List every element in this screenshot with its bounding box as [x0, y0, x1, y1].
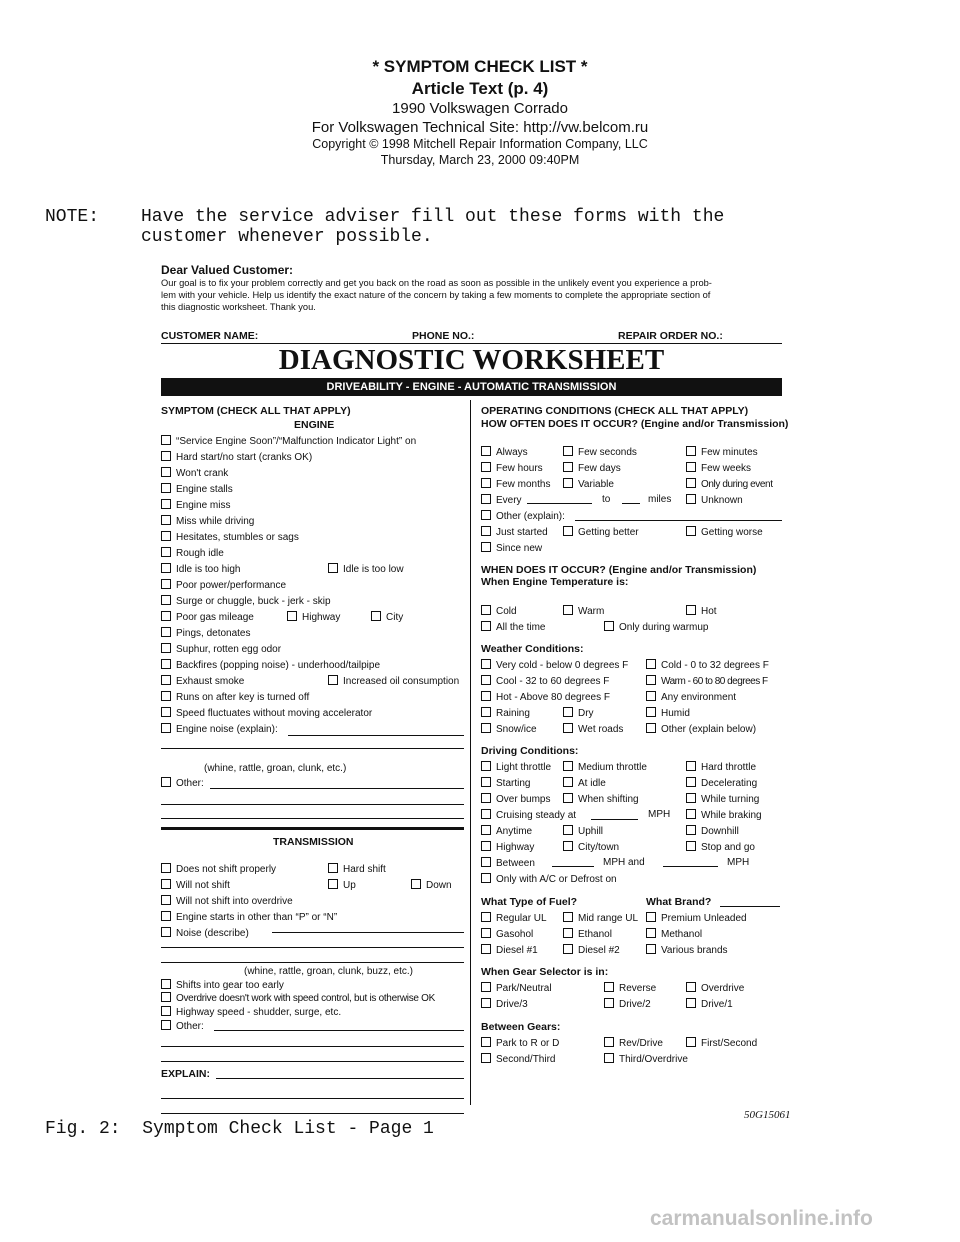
- checkbox-downhill[interactable]: Downhill: [686, 825, 739, 838]
- worksheet-banner: DRIVEABILITY - ENGINE - AUTOMATIC TRANSMISSION: [161, 378, 782, 396]
- checkbox-over-bumps[interactable]: Over bumps: [481, 793, 550, 806]
- between-mph-and-label: MPH and: [603, 857, 645, 868]
- checkbox-driving-highway[interactable]: Highway: [481, 841, 534, 854]
- checkbox-sulphur-odor[interactable]: Suphur, rotten egg odor: [161, 643, 281, 656]
- watermark: carmanualsonline.info: [650, 1207, 873, 1230]
- checkbox-trans-noise[interactable]: Noise (describe): [161, 927, 249, 940]
- checkbox-shift-up[interactable]: Up: [328, 879, 356, 892]
- checkbox-city-town[interactable]: City/town: [563, 841, 619, 854]
- checkbox-when-shifting[interactable]: When shifting: [563, 793, 639, 806]
- weather-heading: Weather Conditions:: [481, 643, 584, 655]
- operating-conditions-heading: OPERATING CONDITIONS (CHECK ALL THAT APPLY): [481, 405, 749, 417]
- checkbox-dry[interactable]: Dry: [563, 707, 594, 720]
- explain-line-2[interactable]: [161, 1098, 464, 1099]
- checkbox-no-overdrive[interactable]: Will not shift into overdrive: [161, 895, 293, 908]
- engine-noise-line[interactable]: [288, 735, 464, 736]
- checkbox-hot-above-80[interactable]: Hot - Above 80 degrees F: [481, 691, 610, 704]
- every-miles-label: miles: [648, 494, 672, 505]
- section-divider: [161, 827, 464, 830]
- transmission-heading: TRANSMISSION: [273, 836, 354, 848]
- every-to-label: to: [602, 494, 611, 505]
- checkbox-third-overdrive[interactable]: Third/Overdrive: [604, 1053, 688, 1066]
- checkbox-poor-gas-mileage[interactable]: Poor gas mileage: [161, 611, 254, 624]
- trans-noise-line-3[interactable]: [161, 962, 464, 963]
- checkbox-other-explain[interactable]: Other (explain):: [481, 510, 565, 523]
- checkbox-idle-too-high[interactable]: Idle is too high: [161, 563, 241, 576]
- gear-selector-heading: When Gear Selector is in:: [481, 966, 609, 978]
- checkbox-snow-ice[interactable]: Snow/ice: [481, 723, 537, 736]
- checkbox-rough-idle[interactable]: Rough idle: [161, 547, 224, 560]
- when-occur-heading: WHEN DOES IT OCCUR? (Engine and/or Transmission): [481, 564, 757, 576]
- checkbox-hard-shift[interactable]: Hard shift: [328, 863, 386, 876]
- checkbox-only-during-warmup[interactable]: Only during warmup: [604, 621, 708, 634]
- checkbox-hesitates[interactable]: Hesitates, stumbles or sags: [161, 531, 299, 544]
- fuel-type-heading: What Type of Fuel?: [481, 896, 578, 908]
- checkbox-drive-1[interactable]: Drive/1: [686, 998, 733, 1011]
- phone-no-label: PHONE NO.:: [412, 330, 475, 342]
- checkbox-gasohol[interactable]: Gasohol: [481, 928, 533, 941]
- symptom-heading: SYMPTOM (CHECK ALL THAT APPLY): [161, 405, 351, 417]
- engine-noise-hint: (whine, rattle, groan, clunk, etc.): [204, 763, 347, 774]
- checkbox-poor-power[interactable]: Poor power/performance: [161, 579, 286, 592]
- checkbox-engine-stalls[interactable]: Engine stalls: [161, 483, 233, 496]
- checkbox-backfires[interactable]: Backfires (popping noise) - underhood/tailpipe: [161, 659, 380, 672]
- checkbox-overdrive[interactable]: Overdrive: [686, 982, 744, 995]
- checkbox-shifts-too-early[interactable]: Shifts into gear too early: [161, 979, 284, 992]
- checkbox-does-not-shift[interactable]: Does not shift properly: [161, 863, 276, 876]
- intro-line-1: Our goal is to fix your problem correctly and get you back on the road as soon as possible in the unlikely event you experience a prob-: [161, 278, 712, 288]
- checkbox-few-minutes[interactable]: Few minutes: [686, 446, 758, 459]
- checkbox-shift-down[interactable]: Down: [411, 879, 452, 892]
- note-line-1: Have the service adviser fill out these forms with the: [141, 207, 725, 227]
- checkbox-drive-3[interactable]: Drive/3: [481, 998, 528, 1011]
- checkbox-ac-defrost[interactable]: Only with A/C or Defrost on: [481, 873, 617, 886]
- driving-heading: Driving Conditions:: [481, 745, 579, 757]
- site-line: For Volkswagen Technical Site: http://vw.belcom.ru: [311, 119, 649, 136]
- checkbox-regular-ul[interactable]: Regular UL: [481, 912, 547, 925]
- checkbox-temp-cold[interactable]: Cold: [481, 605, 517, 618]
- checkbox-warm-60-80[interactable]: Warm - 60 to 80 degrees F: [646, 675, 768, 688]
- checkbox-first-second[interactable]: First/Second: [686, 1037, 757, 1050]
- checkbox-temp-hot[interactable]: Hot: [686, 605, 717, 618]
- fuel-brand-heading: What Brand?: [646, 896, 712, 908]
- every-to-line[interactable]: [622, 503, 640, 504]
- checkbox-speed-fluctuates[interactable]: Speed fluctuates without moving accelerator: [161, 707, 372, 720]
- checkbox-idle-too-low[interactable]: Idle is too low: [328, 563, 404, 576]
- checkbox-hard-throttle[interactable]: Hard throttle: [686, 761, 756, 774]
- engine-other-line-3[interactable]: [161, 818, 464, 819]
- trans-other-line[interactable]: [214, 1030, 464, 1031]
- checkbox-weather-other[interactable]: Other (explain below): [646, 723, 756, 736]
- checkbox-temp-warm[interactable]: Warm: [563, 605, 604, 618]
- checkbox-at-idle[interactable]: At idle: [563, 777, 606, 790]
- checkbox-miss-while-driving[interactable]: Miss while driving: [161, 515, 254, 528]
- checkbox-while-turning[interactable]: While turning: [686, 793, 759, 806]
- checkbox-few-days[interactable]: Few days: [563, 462, 621, 475]
- note-line-2: customer whenever possible.: [141, 227, 433, 247]
- checkbox-oil-consumption[interactable]: Increased oil consumption: [328, 675, 459, 688]
- checkbox-mileage-highway[interactable]: Highway: [287, 611, 340, 624]
- figure-caption: Fig. 2: Symptom Check List - Page 1: [45, 1119, 434, 1139]
- checkbox-trans-other[interactable]: Other:: [161, 1020, 204, 1033]
- checkbox-engine-miss[interactable]: Engine miss: [161, 499, 230, 512]
- checkbox-reverse[interactable]: Reverse: [604, 982, 656, 995]
- article-text: Article Text (p. 4): [411, 79, 549, 98]
- trans-noise-line-2[interactable]: [161, 947, 464, 948]
- engine-temp-heading: When Engine Temperature is:: [481, 576, 629, 588]
- between-speed-line-2[interactable]: [663, 866, 718, 867]
- checkbox-service-engine-soon[interactable]: “Service Engine Soon”/“Malfunction Indicator Light” on: [161, 435, 416, 448]
- between-gears-heading: Between Gears:: [481, 1021, 561, 1033]
- checkbox-few-months[interactable]: Few months: [481, 478, 550, 491]
- explain-line-3[interactable]: [161, 1113, 464, 1114]
- checkbox-raining[interactable]: Raining: [481, 707, 530, 720]
- checkbox-getting-worse[interactable]: Getting worse: [686, 526, 763, 539]
- checkbox-will-not-shift[interactable]: Will not shift: [161, 879, 230, 892]
- worksheet-title: DIAGNOSTIC WORKSHEET: [278, 344, 665, 376]
- checkbox-various-brands[interactable]: Various brands: [646, 944, 728, 957]
- figure-code: 50G15061: [744, 1109, 791, 1121]
- checkbox-methanol[interactable]: Methanol: [646, 928, 702, 941]
- other-explain-line[interactable]: [575, 520, 782, 521]
- how-often-heading: HOW OFTEN DOES IT OCCUR? (Engine and/or Transmission): [481, 418, 789, 430]
- checkbox-park-neutral[interactable]: Park/Neutral: [481, 982, 552, 995]
- checkbox-ethanol[interactable]: Ethanol: [563, 928, 612, 941]
- checkbox-any-environment[interactable]: Any environment: [646, 691, 736, 704]
- checkbox-medium-throttle[interactable]: Medium throttle: [563, 761, 647, 774]
- checkbox-engine-other[interactable]: Other:: [161, 777, 204, 790]
- checkbox-unknown[interactable]: Unknown: [686, 494, 743, 507]
- checkbox-wet-roads[interactable]: Wet roads: [563, 723, 623, 736]
- checkbox-between-speeds[interactable]: Between: [481, 857, 535, 870]
- checkbox-highway-shudder[interactable]: Highway speed - shudder, surge, etc.: [161, 1006, 341, 1019]
- checkbox-humid[interactable]: Humid: [646, 707, 690, 720]
- checkbox-second-third[interactable]: Second/Third: [481, 1053, 555, 1066]
- checkbox-diesel-2[interactable]: Diesel #2: [563, 944, 620, 957]
- column-divider: [470, 400, 471, 1105]
- checkbox-premium-unleaded[interactable]: Premium Unleaded: [646, 912, 747, 925]
- checkbox-starts-other-than-pn[interactable]: Engine starts in other than “P” or “N”: [161, 911, 337, 924]
- engine-heading: ENGINE: [294, 419, 335, 431]
- engine-other-line[interactable]: [210, 788, 464, 789]
- checkbox-few-seconds[interactable]: Few seconds: [563, 446, 637, 459]
- checkbox-starting[interactable]: Starting: [481, 777, 530, 790]
- checkbox-getting-better[interactable]: Getting better: [563, 526, 639, 539]
- checkbox-engine-noise[interactable]: Engine noise (explain):: [161, 723, 278, 736]
- between-speed-line-1[interactable]: [552, 866, 594, 867]
- checkbox-only-during-event[interactable]: Only during event: [686, 478, 773, 491]
- trans-other-line-2[interactable]: [161, 1046, 464, 1047]
- checkbox-few-weeks[interactable]: Few weeks: [686, 462, 751, 475]
- checkbox-drive-2[interactable]: Drive/2: [604, 998, 651, 1011]
- cruising-mph-label: MPH: [648, 809, 671, 820]
- checkbox-uphill[interactable]: Uphill: [563, 825, 603, 838]
- checkbox-surge[interactable]: Surge or chuggle, buck - jerk - skip: [161, 595, 331, 608]
- vehicle-title: 1990 Volkswagen Corrado: [392, 100, 568, 117]
- checkbox-every[interactable]: Every: [481, 494, 522, 507]
- explain-line[interactable]: [216, 1078, 464, 1079]
- fuel-brand-line[interactable]: [720, 906, 780, 907]
- copyright: Copyright © 1998 Mitchell Repair Information Company, LLC: [312, 137, 648, 151]
- trans-noise-line[interactable]: [272, 932, 464, 933]
- checkbox-all-the-time[interactable]: All the time: [481, 621, 545, 634]
- checkbox-while-braking[interactable]: While braking: [686, 809, 762, 822]
- repair-order-label: REPAIR ORDER NO.:: [618, 330, 723, 342]
- checkbox-stop-and-go[interactable]: Stop and go: [686, 841, 755, 854]
- engine-noise-line-2[interactable]: [161, 748, 464, 749]
- trans-other-line-3[interactable]: [161, 1061, 464, 1062]
- checkbox-hard-start[interactable]: Hard start/no start (cranks OK): [161, 451, 312, 464]
- dear-customer: Dear Valued Customer:: [161, 263, 294, 277]
- trans-noise-hint: (whine, rattle, groan, clunk, buzz, etc.): [244, 966, 413, 977]
- checkbox-runs-on[interactable]: Runs on after key is turned off: [161, 691, 309, 704]
- checkbox-light-throttle[interactable]: Light throttle: [481, 761, 551, 774]
- checkbox-exhaust-smoke[interactable]: Exhaust smoke: [161, 675, 244, 688]
- checkbox-park-to-r-or-d[interactable]: Park to R or D: [481, 1037, 559, 1050]
- date-line: Thursday, March 23, 2000 09:40PM: [380, 153, 580, 167]
- note-label: NOTE:: [45, 207, 100, 227]
- checkbox-cruising-steady[interactable]: Cruising steady at: [481, 809, 576, 822]
- between-mph-label: MPH: [727, 857, 750, 868]
- checkbox-mileage-city[interactable]: City: [371, 611, 403, 624]
- explain-label: EXPLAIN:: [161, 1068, 211, 1080]
- checkbox-rev-drive[interactable]: Rev/Drive: [604, 1037, 663, 1050]
- every-line[interactable]: [527, 503, 592, 504]
- checkbox-pings[interactable]: Pings, detonates: [161, 627, 251, 640]
- customer-name-label: CUSTOMER NAME:: [161, 330, 259, 342]
- checkbox-cold-0-32[interactable]: Cold - 0 to 32 degrees F: [646, 659, 769, 672]
- checkbox-cool-32-60[interactable]: Cool - 32 to 60 degrees F: [481, 675, 609, 688]
- checkbox-decelerating[interactable]: Decelerating: [686, 777, 757, 790]
- checkbox-few-hours[interactable]: Few hours: [481, 462, 543, 475]
- checkbox-mid-range-ul[interactable]: Mid range UL: [563, 912, 638, 925]
- cruising-speed-line[interactable]: [591, 819, 638, 820]
- page-title: * SYMPTOM CHECK LIST *: [372, 57, 588, 76]
- checkbox-very-cold[interactable]: Very cold - below 0 degrees F: [481, 659, 628, 672]
- checkbox-wont-crank[interactable]: Won't crank: [161, 467, 228, 480]
- intro-line-2: lem with your vehicle. Help us identify the exact nature of the concern by taking a few moments to complete the appropriate section of: [161, 290, 711, 300]
- checkbox-variable[interactable]: Variable: [563, 478, 614, 491]
- checkbox-since-new[interactable]: Since new: [481, 542, 542, 555]
- intro-line-3: this diagnostic worksheet. Thank you.: [161, 302, 316, 312]
- checkbox-always[interactable]: Always: [481, 446, 528, 459]
- engine-other-line-2[interactable]: [161, 804, 464, 805]
- checkbox-anytime[interactable]: Anytime: [481, 825, 532, 838]
- checkbox-overdrive-speed-control[interactable]: Overdrive doesn't work with speed control, but is otherwise OK: [161, 992, 435, 1005]
- checkbox-diesel-1[interactable]: Diesel #1: [481, 944, 538, 957]
- checkbox-just-started[interactable]: Just started: [481, 526, 548, 539]
